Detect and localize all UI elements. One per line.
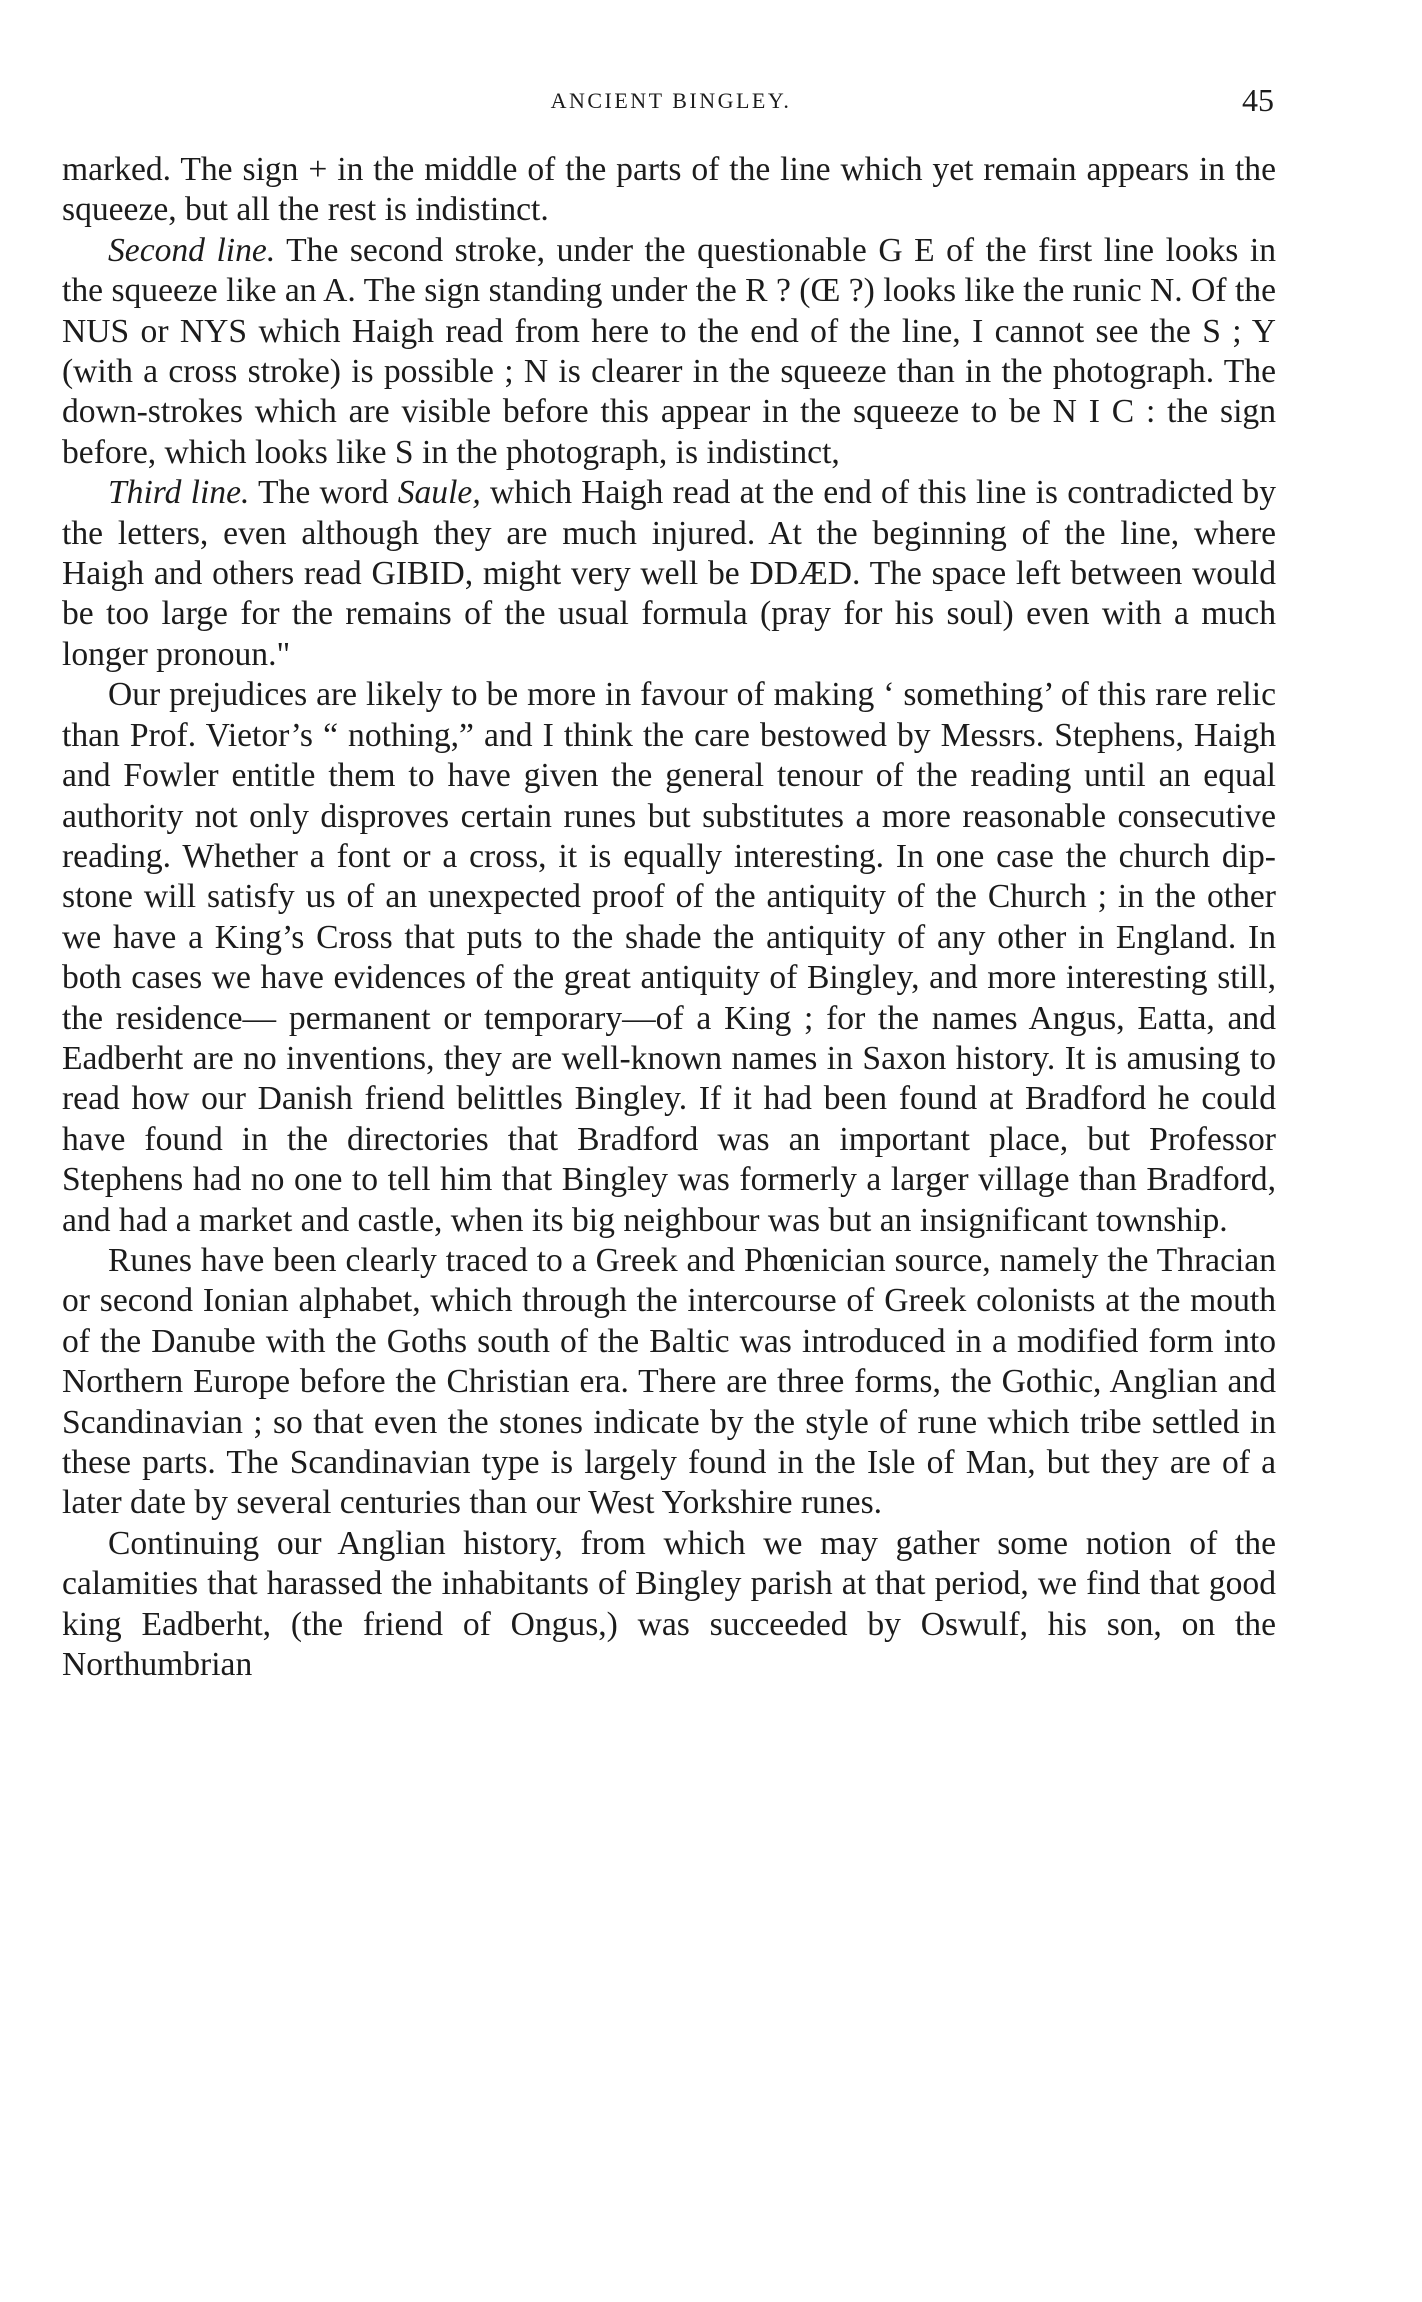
paragraph-second-line: [62, 231, 1276, 473]
paragraph-text: The word: [249, 474, 398, 512]
paragraph-text: which Haigh read at the end of this line is contradicted by the letters, even although they are much injured. At the beginning of the line, where Haigh and others read GIBID, might very well be DDÆD. The space left between would be too large for the remains of the usual formula (pray for his soul) even with a much longer pronoun.": [62, 474, 1276, 673]
body-text: [62, 150, 1276, 1685]
paragraph-text: Continuing our Anglian history, from which we may gather some notion of the calamities that harassed the inhabitants of Bingley parish at that period, we find that good king Eadberht, (the friend of Ongus,) was succeeded by Oswulf, his son, on the Northumbrian: [62, 1524, 1276, 1684]
paragraph-prejudices: [62, 675, 1276, 1241]
paragraph-text: marked. The sign + in the middle of the parts of the line which yet remain appears in the squeeze, but all the rest is indistinct.: [62, 151, 1276, 229]
third-line-label: Third line.: [108, 474, 250, 512]
paragraph-anglian-history: [62, 1524, 1276, 1686]
page-header: [68, 82, 1274, 122]
paragraph-text: The second stroke, under the questionable G E of the first line looks in the squeeze like an A. The sign standing under the R ? (Œ ?) looks like the runic N. Of the NUS or NYS which Haigh read from here to the end of the line, I cannot see the S ; Y (with a cross stroke) is possible ; N is clearer in the squeeze than in the photograph. The down-strokes which are visible before this appear in the squeeze to be N I C : the sign before, which looks like S in the photograph, is indistinct,: [62, 231, 1277, 471]
paragraph-runes: [62, 1241, 1276, 1524]
paragraph-text: Our prejudices are likely to be more in favour of making ‘ something’ of this rare relic than Prof. Vietor’s “ nothing,” and I think the care bestowed by Messrs. Stephens, Haigh and Fowler entitle them to have given the general tenour of the reading until an equal authority not only disproves certain runes but substitutes a more reasonable consecutive reading. Whether a font or a cross, it is equally interesting. In one case the church dip-stone will satisfy us of an unexpected proof of the antiquity of the Church ; in the other we have a King’s Cross that puts to the shade the antiquity of any other in England. In both cases we have evidences of the great antiquity of Bingley, and more interesting still, the residence— permanent or temporary—of a King ; for the names Angus, Eatta, and Eadberht are no inventions, they are well-known names in Saxon history. It is amusing to read how our Danish friend belittles Bingley. If it had been found at Bradford he could have found in the directories that Bradford was an important place, but Professor Stephens had no one to tell him that Bingley was formerly a larger village than Bradford, and had a market and castle, when its big neighbour was but an insignificant township.: [62, 676, 1276, 1239]
paragraph-third-line: [62, 473, 1276, 675]
running-head: ANCIENT BINGLEY.: [550, 88, 792, 113]
page-number: 45: [1242, 82, 1274, 118]
paragraph-text: Runes have been clearly traced to a Greek and Phœnician source, namely the Thracian or second Ionian alphabet, which through the intercourse of Greek colonists at the mouth of the Danube with the Goths south of the Baltic was introduced in a modified form into Northern Europe before the Christian era. There are three forms, the Gothic, Anglian and Scandinavian ; so that even the stones indicate by the style of rune which tribe settled in these parts. The Scandinavian type is largely found in the Isle of Man, but they are of a later date by several centuries than our West Yorkshire runes.: [62, 1241, 1276, 1522]
paragraph-first-line-note: [62, 150, 1276, 231]
second-line-label: Second line.: [108, 231, 276, 269]
saule-word: Saule,: [397, 474, 481, 512]
